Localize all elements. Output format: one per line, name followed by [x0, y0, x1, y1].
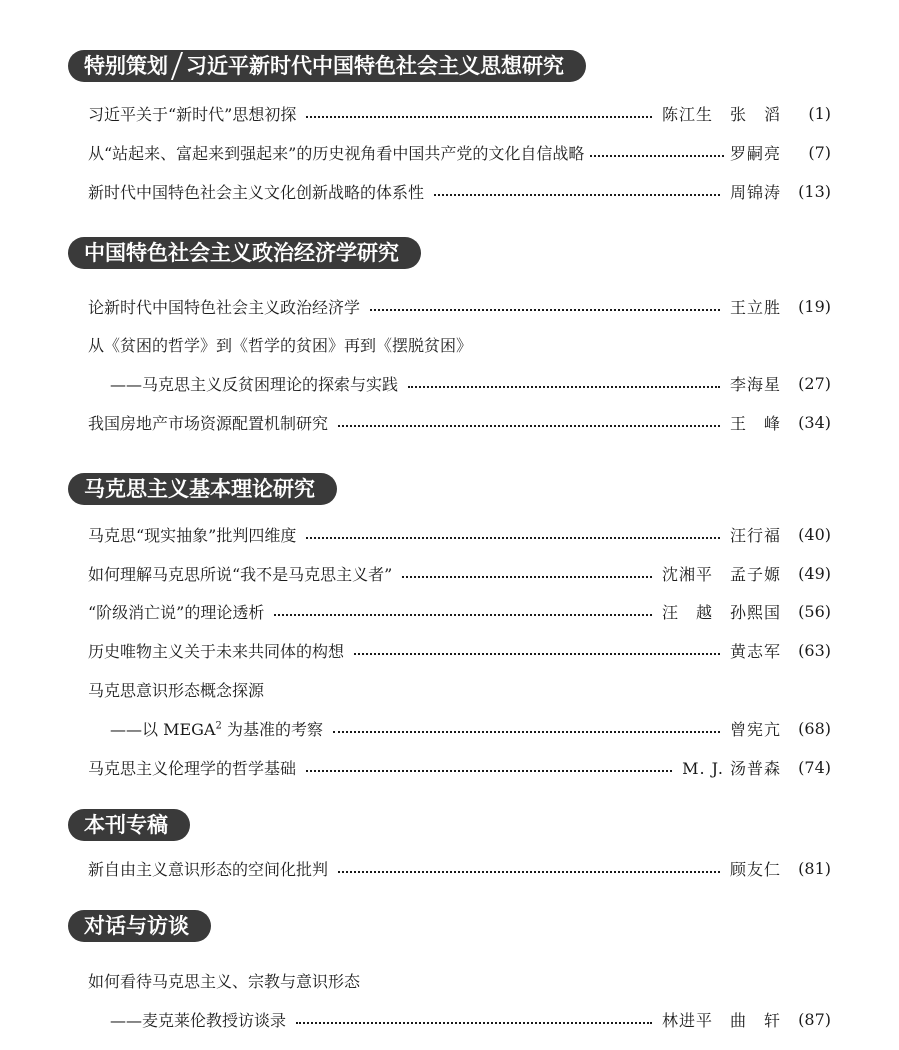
- leader-dots: [402, 574, 652, 578]
- entry-page: (34): [798, 412, 831, 432]
- toc-entry[interactable]: [88, 520, 831, 548]
- entry-page: (7): [808, 142, 831, 162]
- toc-entry[interactable]: [88, 854, 831, 882]
- toc-entry-title-line[interactable]: [88, 675, 831, 703]
- section-header-part1: 特别策划: [84, 54, 168, 78]
- leader-dots: [434, 192, 720, 196]
- entry-author: 周锦涛: [729, 182, 781, 202]
- entry-title: 从“站起来、富起来到强起来”的历史视角看中国共产党的文化自信战略: [88, 143, 585, 163]
- section-header-part2: 习近平新时代中国特色社会主义思想研究: [186, 54, 564, 78]
- leader-dots: [408, 384, 720, 388]
- leader-dots: [590, 153, 724, 157]
- entry-page: (27): [798, 373, 831, 393]
- leader-dots: [354, 651, 720, 655]
- entry-page: (49): [798, 563, 831, 583]
- entry-author: 罗嗣亮: [729, 143, 781, 163]
- entry-subtitle: [110, 717, 323, 740]
- section-header-political-economy: [68, 237, 421, 269]
- entry-page: (56): [798, 601, 831, 621]
- section-header-label: 本刊专稿: [84, 813, 168, 837]
- leader-dots: [306, 768, 672, 772]
- entry-title: 如何看待马克思主义、宗教与意识形态: [88, 971, 361, 991]
- entry-page: (87): [798, 1009, 831, 1029]
- toc-entry-subtitle[interactable]: [110, 369, 831, 397]
- entry-author: 李海星: [729, 374, 781, 394]
- toc-entry[interactable]: [88, 138, 831, 166]
- entry-author: 林进平 曲 轩: [661, 1010, 781, 1030]
- leader-dots: [306, 535, 720, 539]
- toc-entry-title-line[interactable]: [88, 966, 831, 994]
- entry-author: 王 峰: [729, 413, 781, 433]
- entry-page: (1): [808, 103, 831, 123]
- leader-dots: [333, 729, 720, 733]
- leader-dots: [370, 307, 720, 311]
- entry-author: 黄志军: [729, 641, 781, 661]
- toc-entry[interactable]: [88, 559, 831, 587]
- section-header-dialogue: [68, 910, 211, 942]
- leader-dots: [306, 114, 652, 118]
- section-header-label: 马克思主义基本理论研究: [84, 477, 315, 501]
- entry-author: 顾友仁: [729, 859, 781, 879]
- entry-title: 我国房地产市场资源配置机制研究: [88, 413, 329, 433]
- entry-page: (68): [798, 718, 831, 738]
- leader-dots: [274, 612, 652, 616]
- toc-entry[interactable]: [88, 177, 831, 205]
- superscript: 2: [215, 720, 222, 732]
- subtitle-pre: ——以 MEGA: [110, 719, 216, 739]
- toc-entry[interactable]: [88, 597, 831, 625]
- entry-page: (63): [798, 640, 831, 660]
- entry-page: (40): [798, 524, 831, 544]
- entry-title: 马克思意识形态概念探源: [88, 680, 265, 700]
- entry-author: 曾宪亢: [729, 719, 781, 739]
- toc-entry[interactable]: [88, 292, 831, 320]
- entry-subtitle: ——马克思主义反贫困理论的探索与实践: [110, 374, 399, 394]
- entry-title: 新时代中国特色社会主义文化创新战略的体系性: [88, 182, 425, 202]
- leader-dots: [338, 423, 720, 427]
- entry-title: 马克思主义伦理学的哲学基础: [88, 758, 297, 778]
- entry-page: (19): [798, 296, 831, 316]
- leader-dots: [296, 1020, 652, 1024]
- entry-author: 沈湘平 孟子嫄: [661, 564, 781, 584]
- entry-title: 习近平关于“新时代”思想初探: [88, 104, 297, 124]
- entry-author: 陈江生 张 滔: [661, 104, 781, 124]
- entry-title: 历史唯物主义关于未来共同体的构想: [88, 641, 345, 661]
- toc-entry[interactable]: [88, 636, 831, 664]
- toc-entry[interactable]: [88, 99, 831, 127]
- toc-entry-subtitle[interactable]: [110, 1005, 831, 1033]
- entry-page: (13): [798, 181, 831, 201]
- toc-entry[interactable]: [88, 753, 831, 781]
- leader-dots: [338, 869, 720, 873]
- entry-subtitle: ——麦克莱伦教授访谈录: [110, 1010, 287, 1030]
- entry-page: (74): [798, 757, 831, 777]
- entry-title: 马克思“现实抽象”批判四维度: [88, 525, 297, 545]
- entry-title: “阶级消亡说”的理论透析: [88, 602, 265, 622]
- entry-author: 汪 越 孙熙国: [661, 602, 781, 622]
- entry-title: 从《贫困的哲学》到《哲学的贫困》再到《摆脱贫困》: [88, 335, 473, 355]
- section-header-label: 中国特色社会主义政治经济学研究: [84, 241, 399, 265]
- entry-author: M. J. 汤普森: [682, 758, 781, 778]
- toc-entry-title-line[interactable]: [88, 330, 831, 358]
- subtitle-post: 为基准的考察: [221, 719, 323, 739]
- entry-author: 汪行福: [729, 525, 781, 545]
- header-divider: [171, 52, 183, 80]
- section-header-label: 对话与访谈: [84, 914, 189, 938]
- entry-page: (81): [798, 858, 831, 878]
- section-header-marxism-theory: [68, 473, 337, 505]
- section-header-special-article: [68, 809, 190, 841]
- entry-author: 王立胜: [729, 297, 781, 317]
- toc-entry-subtitle[interactable]: [110, 714, 831, 742]
- entry-title: 论新时代中国特色社会主义政治经济学: [88, 297, 361, 317]
- entry-title: 如何理解马克思所说“我不是马克思主义者”: [88, 564, 393, 584]
- section-header-special-planning: [68, 50, 586, 82]
- entry-title: 新自由主义意识形态的空间化批判: [88, 859, 329, 879]
- toc-entry[interactable]: [88, 408, 831, 436]
